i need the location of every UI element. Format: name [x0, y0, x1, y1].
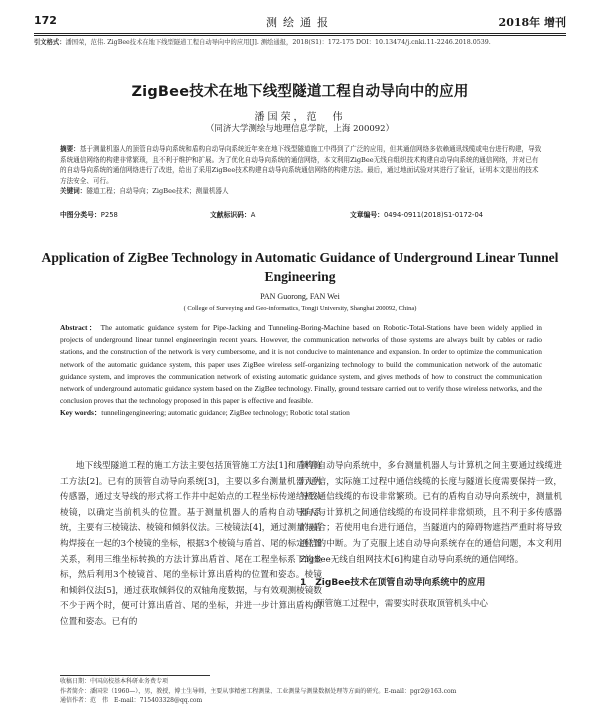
header-rule-top	[34, 33, 566, 34]
abstract-cn-text: 基于测量机器人的顶管自动导向系统和盾构自动导向系统近年来在地下线型隧道施工中得到了广泛的应用，但其通信网络多依赖通讯线缆或电台进行构建，导致系统通信网络的构建非常繁琐，且不利于维护和扩展。为了优化自动导向系统的通信网络，本文利用ZigBee无线自组织技术构建自动导向系统的通信网络，并对已有的自动导向系统的通信网络进行了改进，给出了采用ZigBee技术构建自动导向系统通信网络的构建方法。最后，通过地面试验对其进行了验证，证明本文提出的技术方法安全、可行。	[60, 145, 542, 185]
abstract-en-label: Abstract：	[60, 323, 98, 332]
footnote-corresponding: 通信作者：范 伟 E-mail：715403328@qq.com	[60, 697, 203, 704]
clc-value: P258	[100, 211, 118, 219]
body-column-right	[300, 459, 562, 613]
doc-code-label: 文献标识码：	[210, 211, 251, 219]
affiliation-english: ( College of Surveying and Geo-informatics, Tongji University, Shanghai 200092, China)	[183, 305, 417, 312]
citation-block	[34, 38, 566, 48]
article-no-label: 文章编号：	[350, 211, 384, 219]
abstract-english	[60, 322, 542, 420]
abstract-chinese	[60, 144, 544, 197]
keywords-cn-label: 关键词：	[60, 187, 87, 195]
footnotes	[60, 677, 560, 706]
footnote-received: 收稿日期：中国高校基本科研业务费专项	[60, 678, 169, 685]
authors-chinese: 潘国荣，范 伟	[254, 112, 346, 123]
header-rule-bottom	[34, 35, 566, 36]
keywords-en-text: tunnelingengineering; automatic guidance; ZigBee technology; Robotic total station	[101, 408, 350, 418]
citation-label: 引文格式：	[34, 39, 66, 46]
doc-code-value: A	[250, 211, 256, 219]
footnote-rule	[60, 675, 210, 676]
page-number: 172	[34, 14, 57, 27]
abstract-en-text: The automatic guidance system for Pipe-Jacking and Tunneling-Boring-Machine based on Robotic-Total-Stations have been widely applied in projects of underground linear tunnel engineeringin recent years. However, the communication networks of those systems are always built by cables or radio stations, and the construction of the network is very cumbersome, and it is not conducive to maintenance and expansion. In order to optimize the communication network of the automatic guidance system, this paper uses ZigBee wireless self-organizing technology to build the communication network of the automatic guidance system, and improves the communication network of existing automatic guidance system, and gives methods of how to construct the communication network of underground automatic guidance system based on the ZigBee technology. Finally, ground testsare carried out to verify those wireless networks, and the conclusion proves that the technology proposed in this paper is effective and feasible.	[60, 323, 542, 406]
keywords-en-label: Key words：	[60, 408, 102, 418]
journal-name: 测绘通报	[266, 16, 334, 29]
citation-text: 潘国荣，范伟. ZigBee技术在地下线型隧道工程自动导向中的应用[J]. 测绘通报，2018(S1)：172-175 DOI：10.13474/j.cnki.11-2246.2018.0539.	[65, 39, 491, 46]
body-column-left	[60, 459, 322, 631]
article-no-value: 0494-0911(2018)S1-0172-04	[383, 211, 484, 219]
body-paragraph: 顶管施工过程中，需要实时获取顶管机头中心	[316, 599, 488, 610]
title-english: Application of ZigBee Technology in Automatic Guidance of Underground Linear Tunnel Engineering	[41, 250, 559, 284]
keywords-cn-text: 隧道工程；自动导向；ZigBee技术；测量机器人	[86, 187, 229, 195]
page-header	[34, 14, 566, 30]
clc-label: 中图分类号：	[60, 211, 101, 219]
body-paragraph: 地下线型隧道工程的施工方法主要包括顶管施工方法[1]和盾构施工方法[2]。已有的顶管自动导向系统[3]，主要以多台测量机器人为传感器，通过支导线的形式将工作井中起始点的工程坐标传递给机头棱镜，以确定当前机头的位置。基于测量机器人的盾构自动导向系统，主要有三棱镜法、棱镜和倾斜仪法。三棱镜法[4]，通过测量与盾构焊接在一起的3个棱镜的坐标，根据3个棱镜与盾首、尾的标定位置关系，利用三维坐标转换的方法计算出盾首、尾在工程坐标系下的坐标，然后利用3个棱镜首、尾的坐标计算出盾构的位置和姿态。棱镜和倾斜仪法[5]，通过获取倾斜仪的双轴角度数据，与有效观测棱镜数不少于两个时，便可计算出盾首、尾的坐标，并进一步计算出盾构的位置和姿态。已有的	[60, 461, 322, 627]
section-heading: 1 ZigBee技术在顶管自动导向系统中的应用	[300, 578, 486, 589]
footnote-author: 作者简介：潘国荣（1960—），男，教授，博士生导师，主要从事精密工程测量、工业测量与测量数据处理等方面的研究。E-mail：pgr2@163.com	[60, 687, 457, 695]
body-paragraph: 顶管自动导向系统中，多台测量机器人与计算机之间主要通过线缆进行通信，实际施工过程中通信线缆的长度与隧道长度需要保持一致，导致通信线缆的布设非常繁琐。已有的盾构自动导向系统中，测量机器人与计算机之间通信线缆的布设同样非常烦琐，且不利于多传感器的融合；若使用电台进行通信，当隧道内的障碍物遮挡严重时将导致通信的中断。为了克服上述自动导向系统存在的通信问题，本文利用ZigBee无线自组网技术[6]构建自动导向系统的通信网络。	[300, 461, 562, 565]
classification-line	[60, 209, 544, 219]
authors-english: PAN Guorong, FAN Wei	[260, 292, 340, 301]
affiliation-chinese: （同济大学测绘与地理信息学院，上海 200092）	[205, 124, 395, 134]
journal-issue: 2018年 增刊	[498, 16, 566, 29]
title-chinese: ZigBee技术在地下线型隧道工程自动导向中的应用	[131, 84, 469, 100]
abstract-cn-label: 摘要：	[60, 145, 80, 153]
